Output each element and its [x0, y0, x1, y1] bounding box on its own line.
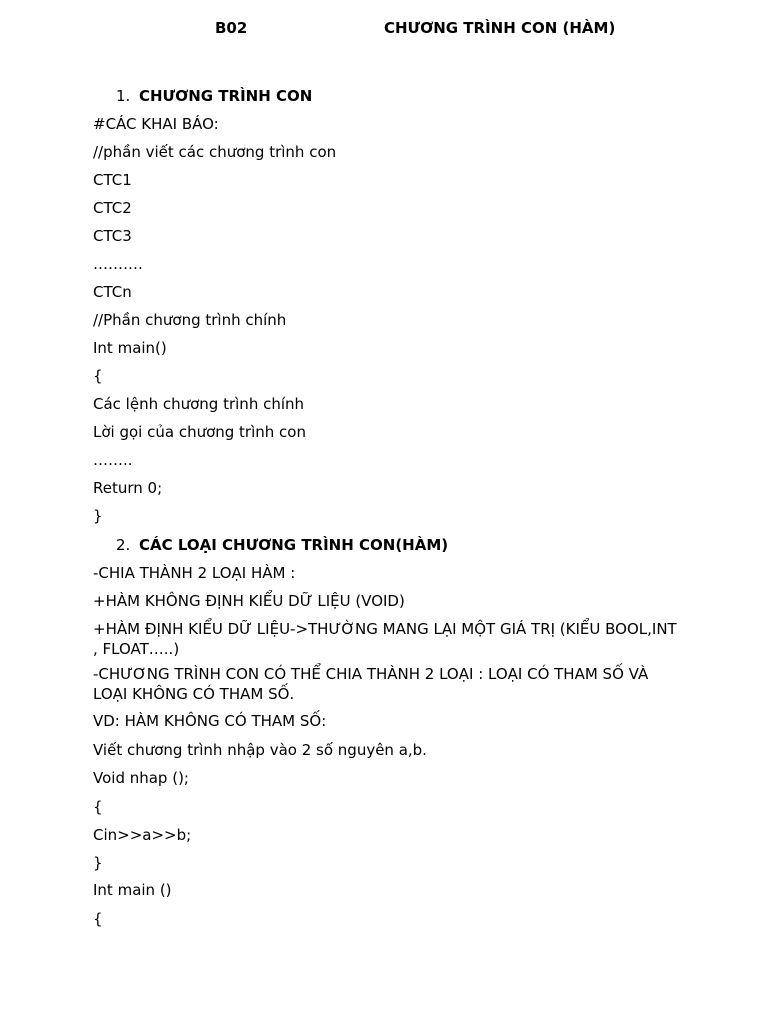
text-line: ……….	[93, 255, 143, 273]
lesson-title: CHƯƠNG TRÌNH CON (HÀM)	[384, 19, 616, 37]
text-line: Int main()	[93, 339, 167, 357]
text-line: Lời gọi của chương trình con	[93, 423, 306, 441]
text-line: CTC2	[93, 199, 132, 217]
section-heading-2	[116, 535, 448, 555]
text-line: -CHƯƠNG TRÌNH CON CÓ THỂ CHIA THÀNH 2 LOẠI : LOẠI CÓ THAM SỐ VÀ LOẠI KHÔNG CÓ THAM SỐ.	[93, 665, 649, 703]
text-line: //phần viết các chương trình con	[93, 143, 337, 161]
text-line: Cin>>a>>b;	[93, 826, 192, 844]
section-heading-1	[116, 86, 312, 106]
lesson-code: B02	[215, 19, 248, 37]
text-line: Các lệnh chương trình chính	[93, 395, 305, 413]
text-line: {	[93, 910, 103, 928]
page-header	[0, 19, 768, 39]
text-line: -CHIA THÀNH 2 LOẠI HÀM :	[93, 564, 296, 582]
text-line: }	[93, 854, 103, 872]
text-line: Return 0;	[93, 479, 163, 497]
section-title: CHƯƠNG TRÌNH CON	[139, 87, 313, 105]
text-line: VD: HÀM KHÔNG CÓ THAM SỐ:	[93, 712, 327, 730]
text-line: ……..	[93, 451, 133, 469]
text-line: CTC3	[93, 227, 132, 245]
text-line: +HÀM KHÔNG ĐỊNH KIỂU DỮ LIỆU (VOID)	[93, 592, 405, 610]
text-line: Int main ()	[93, 881, 172, 899]
text-line: #CÁC KHAI BÁO:	[93, 115, 219, 133]
text-line: Void nhap ();	[93, 769, 189, 787]
section-number: 2.	[116, 536, 131, 554]
text-line: CTC1	[93, 171, 132, 189]
text-line: }	[93, 507, 103, 525]
text-line: //Phần chương trình chính	[93, 311, 287, 329]
text-line: {	[93, 367, 103, 385]
text-line: Viết chương trình nhập vào 2 số nguyên a,b.	[93, 741, 427, 759]
text-line: CTCn	[93, 283, 132, 301]
section-title: CÁC LOẠI CHƯƠNG TRÌNH CON(HÀM)	[139, 536, 449, 554]
text-line: +HÀM ĐỊNH KIỂU DỮ LIỆU->THƯỜNG MANG LẠI MỘT GIÁ TRỊ (KIỂU BOOL,INT , FLOAT…..)	[93, 620, 677, 658]
section-number: 1.	[116, 87, 131, 105]
text-line: {	[93, 798, 103, 816]
